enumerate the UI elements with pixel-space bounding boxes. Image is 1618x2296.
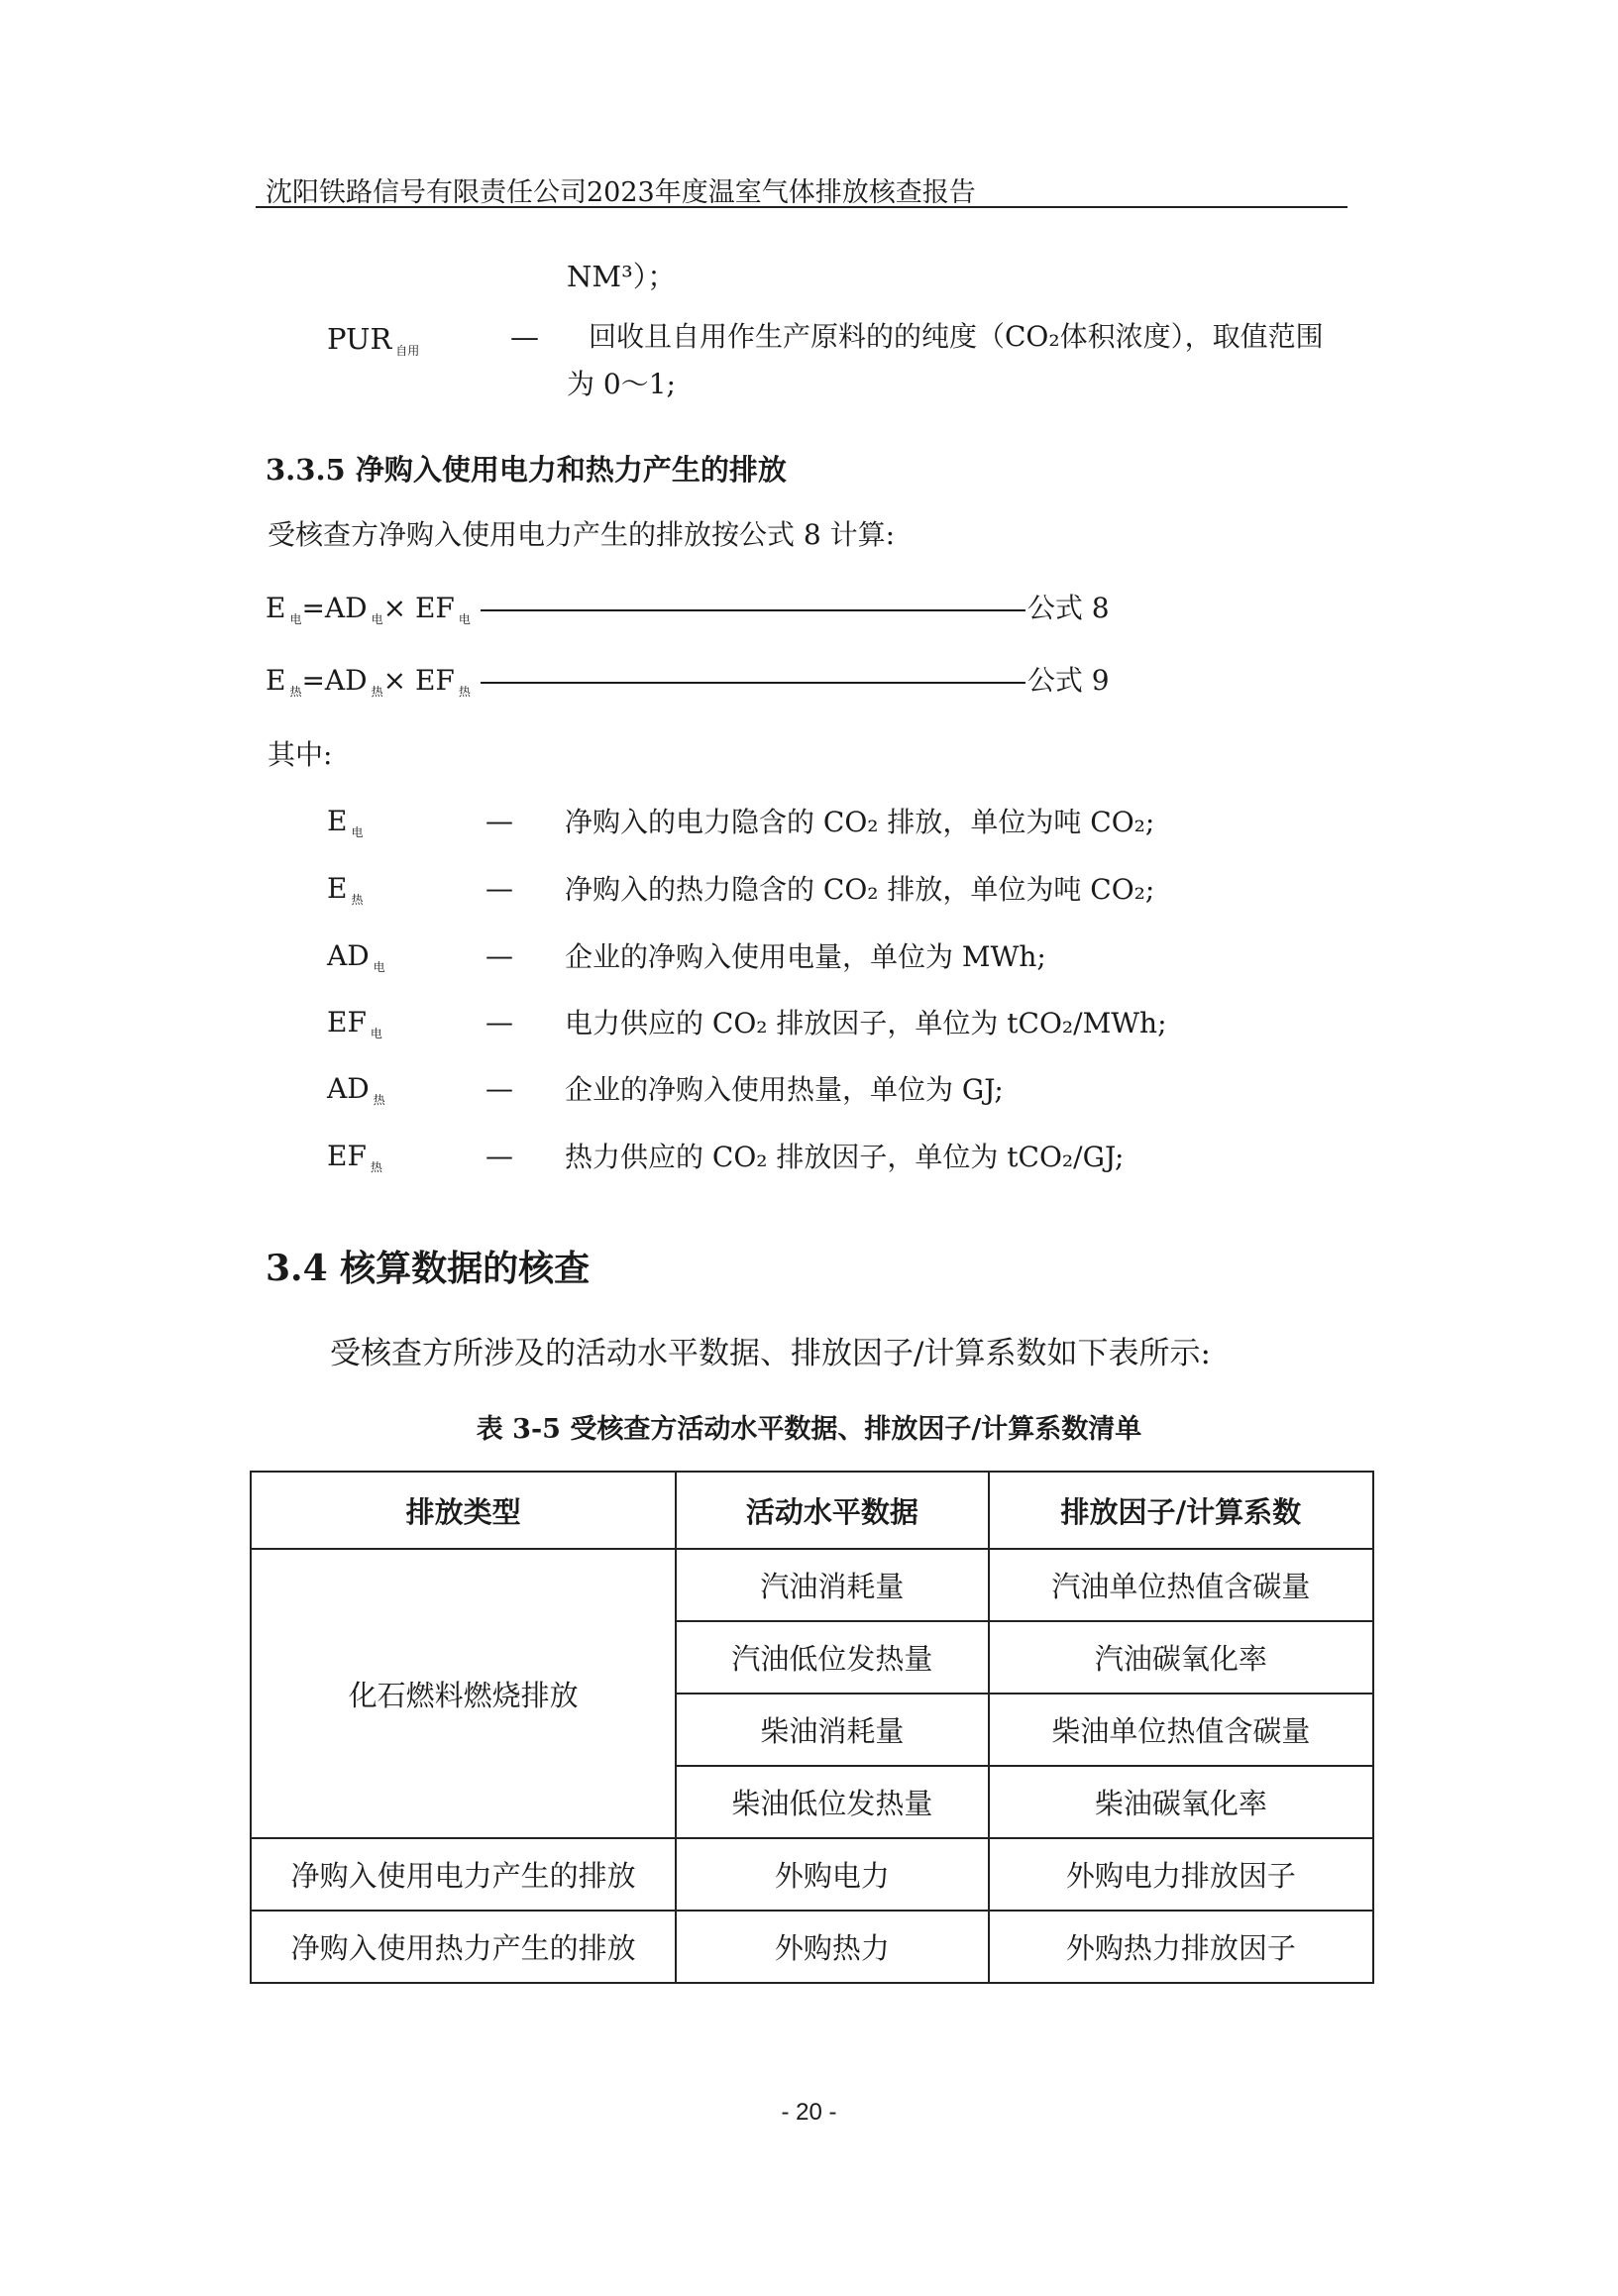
formula-8-label: 公式 8 [1026, 592, 1110, 624]
pur-dash: — [510, 320, 539, 354]
formula-8 [266, 587, 1110, 627]
section-3-4-intro: 受核查方所涉及的活动水平数据、排放因子/计算系数如下表所示: [330, 1336, 1211, 1371]
section-3-3-5-intro: 受核查方净购入使用电力产生的排放按公式 8 计算: [268, 518, 896, 551]
pur-subscript: 自用 [395, 344, 420, 358]
def-dash: — [485, 939, 513, 972]
table-cell: 汽油碳氧化率 [989, 1621, 1373, 1694]
table-row [251, 1911, 1373, 1983]
table-cell: 汽油低位发热量 [676, 1621, 988, 1694]
table-cell: 柴油低位发热量 [676, 1766, 988, 1838]
formula-8-ef: × EF [382, 592, 455, 624]
table-row [251, 1549, 1373, 1621]
def-desc: 企业的净购入使用热量，单位为 GJ; [565, 1073, 1004, 1106]
table-header-row [251, 1472, 1373, 1549]
formula-9-leader-line [481, 682, 1025, 684]
formula-8-ad: =AD [301, 592, 368, 624]
formula-8-leader-line [481, 609, 1025, 611]
def-dash: — [485, 1006, 513, 1039]
formula-8-ef-sub: 电 [458, 612, 471, 626]
table-header-cell: 活动水平数据 [676, 1472, 988, 1549]
section-3-3-5-heading: 3.3.5 净购入使用电力和热力产生的排放 [266, 453, 787, 487]
pur-description-line2: 为 0～1; [567, 368, 676, 400]
formula-9-e-sub: 热 [289, 685, 302, 699]
formula-9-ef: × EF [382, 664, 455, 697]
formula-8-e-sub: 电 [289, 612, 302, 626]
formula-9-e: E [266, 664, 286, 697]
nm3-line: NM³）； [567, 260, 677, 293]
header-divider [256, 206, 1348, 208]
def-desc: 电力供应的 CO₂ 排放因子，单位为 tCO₂/MWh; [565, 1007, 1167, 1039]
table-cell: 外购热力排放因子 [989, 1911, 1373, 1983]
table-header-cell: 排放因子/计算系数 [989, 1472, 1373, 1549]
where-label: 其中: [268, 738, 333, 771]
def-desc: 热力供应的 CO₂ 排放因子，单位为 tCO₂/GJ; [565, 1141, 1125, 1173]
table-cell: 汽油单位热值含碳量 [989, 1549, 1373, 1621]
def-sym: AD $_热$ [327, 1072, 385, 1107]
def-sym: E $_电$ [327, 805, 364, 839]
page-number: - 20 - [781, 2099, 837, 2126]
report-header-title: 沈阳铁路信号有限责任公司2023年度温室气体排放核查报告 [266, 177, 976, 208]
def-desc: 净购入的热力隐含的 CO₂ 排放，单位为吨 CO₂; [565, 873, 1155, 906]
formula-9-ad: =AD [301, 664, 368, 697]
table-cell: 外购电力 [676, 1838, 988, 1911]
table-caption: 表 3-5 受核查方活动水平数据、排放因子/计算系数清单 [476, 1414, 1142, 1445]
formula-8-e: E [266, 592, 286, 624]
activity-data-table [250, 1471, 1374, 1984]
section-3-4-heading: 3.4 核算数据的核查 [266, 1248, 591, 1289]
table-header-cell: 排放类型 [251, 1472, 676, 1549]
table-cell: 柴油消耗量 [676, 1694, 988, 1766]
table-cell-emission-type: 净购入使用热力产生的排放 [251, 1911, 676, 1983]
formula-8-ad-sub: 电 [371, 612, 383, 626]
formula-9-ad-sub: 热 [371, 685, 383, 699]
formula-9 [266, 659, 1110, 700]
def-sym: E $_热$ [327, 872, 364, 907]
pur-description-line1: 回收且自用作生产原料的的纯度（CO₂体积浓度），取值范围 [589, 320, 1324, 353]
def-dash: — [485, 1140, 513, 1172]
table-row [251, 1838, 1373, 1911]
def-sym: AD $_电$ [327, 939, 385, 974]
def-dash: — [485, 872, 513, 905]
def-sym: EF $_热$ [327, 1140, 382, 1174]
table-cell-emission-type: 净购入使用电力产生的排放 [251, 1838, 676, 1911]
table-cell: 汽油消耗量 [676, 1549, 988, 1621]
formula-9-label: 公式 9 [1026, 664, 1110, 697]
def-dash: — [485, 1072, 513, 1105]
def-sym: EF $_电$ [327, 1006, 382, 1040]
def-desc: 净购入的电力隐含的 CO₂ 排放，单位为吨 CO₂; [565, 806, 1155, 838]
def-dash: — [485, 805, 513, 837]
table-cell: 外购热力 [676, 1911, 988, 1983]
table-cell-emission-type: 化石燃料燃烧排放 [251, 1549, 676, 1838]
table-cell: 外购电力排放因子 [989, 1838, 1373, 1911]
def-desc: 企业的净购入使用电量，单位为 MWh; [565, 940, 1046, 973]
table-cell: 柴油碳氧化率 [989, 1766, 1373, 1838]
pur-symbol [327, 322, 419, 359]
pur-symbol-text: PUR [327, 322, 392, 356]
table-cell: 柴油单位热值含碳量 [989, 1694, 1373, 1766]
formula-9-ef-sub: 热 [458, 685, 471, 699]
